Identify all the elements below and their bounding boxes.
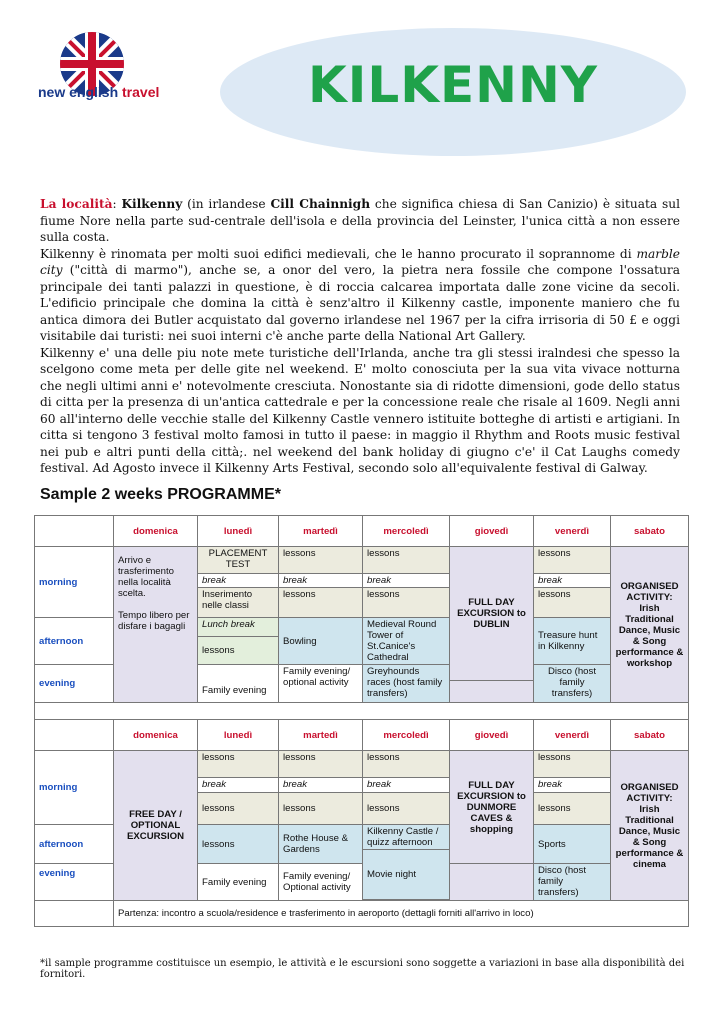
w1-wed-slot: lessons [363, 588, 450, 618]
w2-tue-break: break [279, 778, 363, 793]
w2-tue-slot: lessons [279, 751, 363, 778]
w2-mon-evening: Family evening [198, 864, 279, 901]
corner-cell [35, 720, 114, 751]
w1-fri-slot: lessons [534, 588, 611, 618]
w1-tue-break: break [279, 574, 363, 588]
w2-mon-slot: lessons [198, 751, 279, 778]
w1-mon-evening: Family evening [198, 665, 279, 703]
w2-wed-slot: lessons [363, 793, 450, 825]
day-header: lunedì [198, 720, 279, 751]
w2-mon-afternoon: lessons [198, 825, 279, 864]
row-label-morning: morning [35, 751, 114, 825]
w2-fri-break: break [534, 778, 611, 793]
w1-tue-evening: Family evening/ optional activity [279, 665, 363, 703]
w2-thursday-excursion: FULL DAY EXCURSION to DUNMORE CAVES & shopping [450, 751, 534, 864]
day-header: venerdì [534, 516, 611, 547]
corner-cell [35, 516, 114, 547]
departure-blank [35, 901, 114, 927]
w2-mon-slot: lessons [198, 793, 279, 825]
w2-mon-break: break [198, 778, 279, 793]
departure-note: Partenza: incontro a scuola/residence e trasferimento in aeroporto (dettagli forniti all'arrivo in loco) [114, 901, 689, 927]
w2-sunday-cell: FREE DAY / OPTIONAL EXCURSION [114, 751, 198, 901]
w2-tue-slot: lessons [279, 793, 363, 825]
w1-mon-slot: lessons [198, 636, 279, 664]
week-spacer-row [35, 703, 689, 720]
intro-paragraph-1: La località: Kilkenny (in irlandese Cill Chainnigh che significa chiesa di San Canizio) è situata sul fiume Nore nella parte sud-centrale dell'isola e della provincia del Leinster, l'unica città a non essere sulla costa. [40, 197, 680, 244]
w1-tue-afternoon: Bowling [279, 618, 363, 665]
w1-tue-slot: lessons [279, 547, 363, 574]
w1-thursday-evening [450, 681, 534, 703]
day-header: lunedì [198, 516, 279, 547]
day-header: domenica [114, 516, 198, 547]
footnote: *il sample programme costituisce un esempio, le attività e le escursioni sono soggette a variazioni in base alla disponibilità dei fornitori. [40, 958, 685, 980]
day-header: domenica [114, 720, 198, 751]
w1-fri-evening: Disco (host family transfers) [534, 665, 611, 703]
day-header: giovedì [450, 720, 534, 751]
w1-thursday-excursion: FULL DAY EXCURSION to DUBLIN [450, 547, 534, 681]
w2-saturday-activity: ORGANISED ACTIVITY: Irish Traditional Dance, Music & Song performance & cinema [611, 751, 689, 901]
w1-fri-break: break [534, 574, 611, 588]
w1-wed-evening: Greyhounds races (host family transfers) [363, 665, 450, 703]
row-label-evening: evening [35, 665, 114, 703]
w2-fri-afternoon: Sports [534, 825, 611, 864]
intro-text [40, 196, 680, 477]
w2-wed-afternoon: Kilkenny Castle / quizz afternoon [363, 825, 450, 850]
w2-wed-slot: lessons [363, 751, 450, 778]
w1-mon-slot: Inserimento nelle classi [198, 588, 279, 618]
w1-wed-slot: lessons [363, 547, 450, 574]
w1-fri-afternoon: Treasure hunt in Kilkenny [534, 618, 611, 665]
w2-wed-evening: Movie night [363, 850, 450, 900]
w2-fri-slot: lessons [534, 793, 611, 825]
w2-fri-evening: Disco (host family transfers) [534, 864, 611, 901]
day-header: mercoledì [363, 720, 450, 751]
day-header: giovedì [450, 516, 534, 547]
programme-table [34, 515, 689, 927]
week1-header-row [35, 516, 689, 547]
page-title: KILKENNY [307, 56, 598, 114]
w1-mon-slot: PLACEMENT TEST [198, 547, 279, 574]
intro-paragraph-2: Kilkenny è rinomata per molti suoi edifici medievali, che le hanno procurato il soprannome di marble city ("città di marmo"), anche se, a onor del vero, la pietra nera fossile che compone l'ossatura principale dei tanti palazzi in questione, è di roccia calcarea importata dalle zone vicine da secoli. L'edificio principale che domina la città è senz'altro il Kilkenny castle, imponente maniero che fu antica dimora dei Butler acquistato dal governo irlandese nel 1967 per la cifra irrisoria di 50 £ e oggi visitabile dai turisti: nei suoi interni c'è anche parte della National Art Gallery. [40, 246, 680, 343]
row-label-morning: morning [35, 547, 114, 618]
w1-fri-slot: lessons [534, 547, 611, 574]
w1-sunday-cell: Arrivo e trasferimento nella località scelta. Tempo libero per disfare i bagagli [114, 547, 198, 703]
w1-wed-break: break [363, 574, 450, 588]
day-header: venerdì [534, 720, 611, 751]
day-header: martedì [279, 720, 363, 751]
w2-tue-evening: Family evening/ Optional activity [279, 864, 363, 901]
brand-logo [38, 32, 168, 112]
w2-thursday-evening [450, 864, 534, 901]
week2-header-row [35, 720, 689, 751]
w1-mon-break: break [198, 574, 279, 588]
w2-tue-afternoon: Rothe House & Gardens [279, 825, 363, 864]
row-label-afternoon: afternoon [35, 825, 114, 864]
logo-text: new english travel [38, 84, 160, 100]
day-header: sabato [611, 720, 689, 751]
day-header: sabato [611, 516, 689, 547]
intro-paragraph-3: Kilkenny e' una delle piu note mete turistiche dell'Irlanda, anche tra gli stessi iralndesi che spesso la scelgono come meta per delle gite nel weekend. E' molto conosciuta per la sua vita vivace notturna che negli ultimi anni e' notevolmente cresciuta. Nonostante sia di ridotte dimensioni, gode dello status di citta per la presenza di un'antica cattedrale e per la concessione reale che risale al 1609. Negli anni 60 all'interno delle vecchie stalle del Kilkenny Castle vennero istituite botteghe di artisti e artigiani. In citta si tengono 3 festival molto famosi in tutto il paese: in maggio il Rhythm and Roots music festival nei pub e altri punti della città;. nel weekend del bank holiday di giugno c'e' il Cat Laughs comedy festival. Ad Agosto invece il Kilkenny Arts Festival, secondo solo all'equivalente festival di Galway. [40, 345, 680, 475]
day-header: martedì [279, 516, 363, 547]
day-header: mercoledì [363, 516, 450, 547]
w1-mon-lunch: Lunch break [198, 618, 279, 637]
row-label-evening: evening [35, 864, 114, 901]
programme-title: Sample 2 weeks PROGRAMME* [40, 486, 281, 503]
w1-wed-afternoon: Medieval Round Tower of St.Canice's Cathedral [363, 618, 450, 665]
w2-fri-slot: lessons [534, 751, 611, 778]
w1-tue-slot: lessons [279, 588, 363, 618]
w2-wed-break: break [363, 778, 450, 793]
w1-saturday-activity: ORGANISED ACTIVITY: Irish Traditional Dance, Music & Song performance & workshop [611, 547, 689, 703]
row-label-afternoon: afternoon [35, 618, 114, 665]
